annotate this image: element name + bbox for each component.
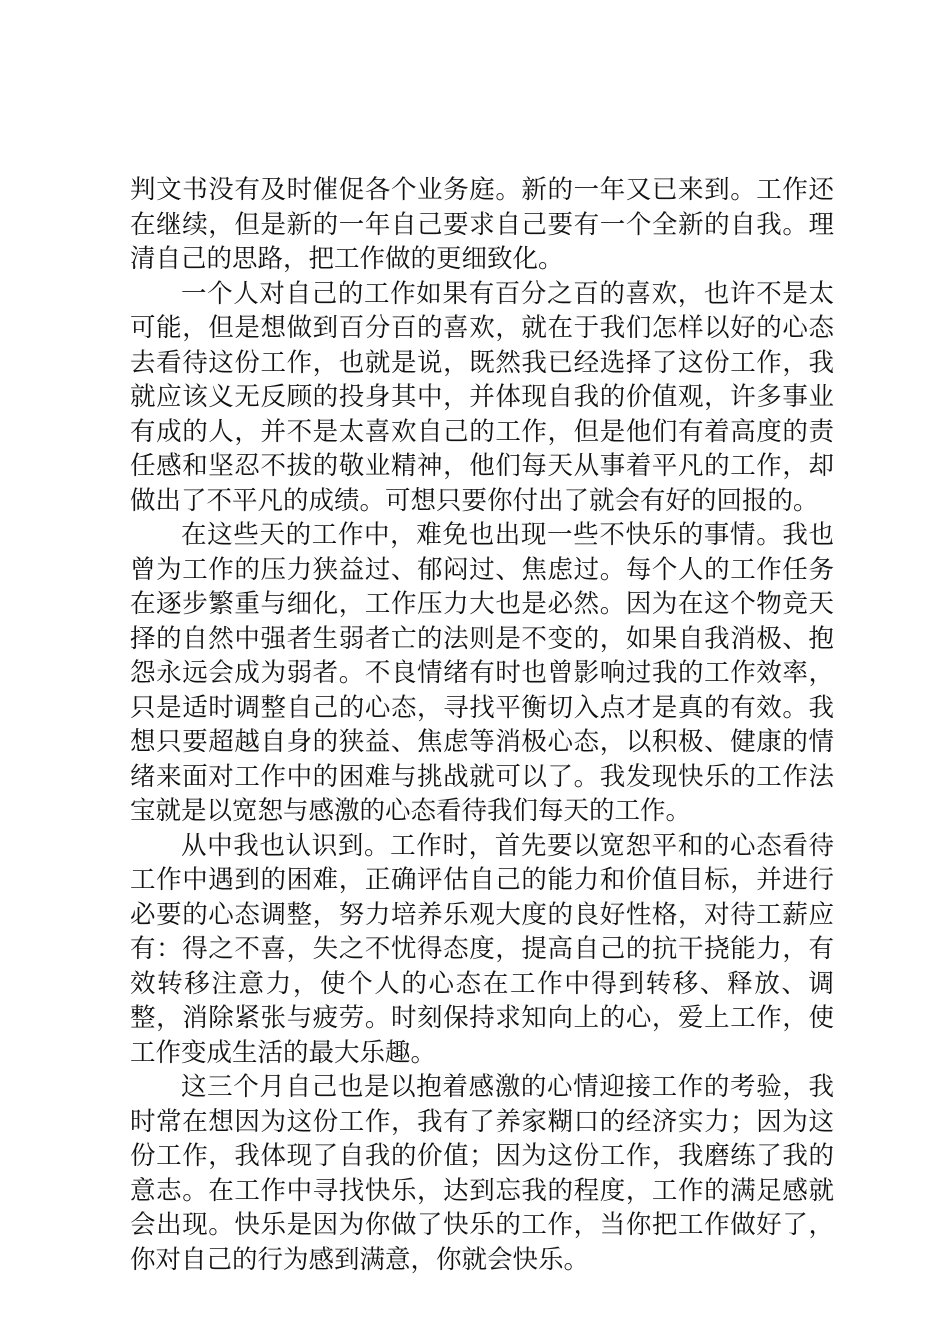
paragraph: 一个人对自己的工作如果有百分之百的喜欢，也许不是太可能，但是想做到百分百的喜欢，就在于我们怎样以好的心态去看待这份工作，也就是说，既然我已经选择了这份工作，我就应该义无反顾的投身其中，并体现自我的价值观，许多事业有成的人，并不是太喜欢自己的工作，但是他们有着高度的责任感和坚忍不拔的敬业精神，他们每天从事着平凡的工作，却做出了不平凡的成绩。可想只要你付出了就会有好的回报的。: [130, 278, 834, 516]
paragraph: 在这些天的工作中，难免也出现一些不快乐的事情。我也曾为工作的压力狭益过、郁闷过、焦虑过。每个人的工作任务在逐步繁重与细化，工作压力大也是必然。因为在这个物竞天择的自然中强者生弱者亡的法则是不变的，如果自我消极、抱怨永远会成为弱者。不良情绪有时也曾影响过我的工作效率，只是适时调整自己的心态，寻找平衡切入点才是真的有效。我想只要超越自身的狭益、焦虑等消极心态，以积极、健康的情绪来面对工作中的困难与挑战就可以了。我发现快乐的工作法宝就是以宽恕与感激的心态看待我们每天的工作。: [130, 520, 834, 826]
paragraph: 这三个月自己也是以抱着感激的心情迎接工作的考验，我时常在想因为这份工作，我有了养家糊口的经济实力；因为这份工作，我体现了自我的价值；因为这份工作，我磨练了我的意志。在工作中寻找快乐，达到忘我的程度，工作的满足感就会出现。快乐是因为你做了快乐的工作，当你把工作做好了，你对自己的行为感到满意，你就会快乐。: [130, 1072, 834, 1275]
paragraph: 从中我也认识到。工作时，首先要以宽恕平和的心态看待工作中遇到的困难，正确评估自己的能力和价值目标，并进行必要的心态调整，努力培养乐观大度的良好性格，对待工薪应有：得之不喜，失之不忧得态度，提高自己的抗干挠能力，有效转移注意力，使个人的心态在工作中得到转移、释放、调整，消除紧张与疲劳。时刻保持求知向上的心，爱上工作，使工作变成生活的最大乐趣。: [130, 830, 834, 1068]
paragraph-continuation: 判文书没有及时催促各个业务庭。新的一年又已来到。工作还在继续，但是新的一年自己要求自己要有一个全新的自我。理清自己的思路，把工作做的更细致化。: [130, 175, 834, 274]
document-body: [130, 173, 834, 1277]
